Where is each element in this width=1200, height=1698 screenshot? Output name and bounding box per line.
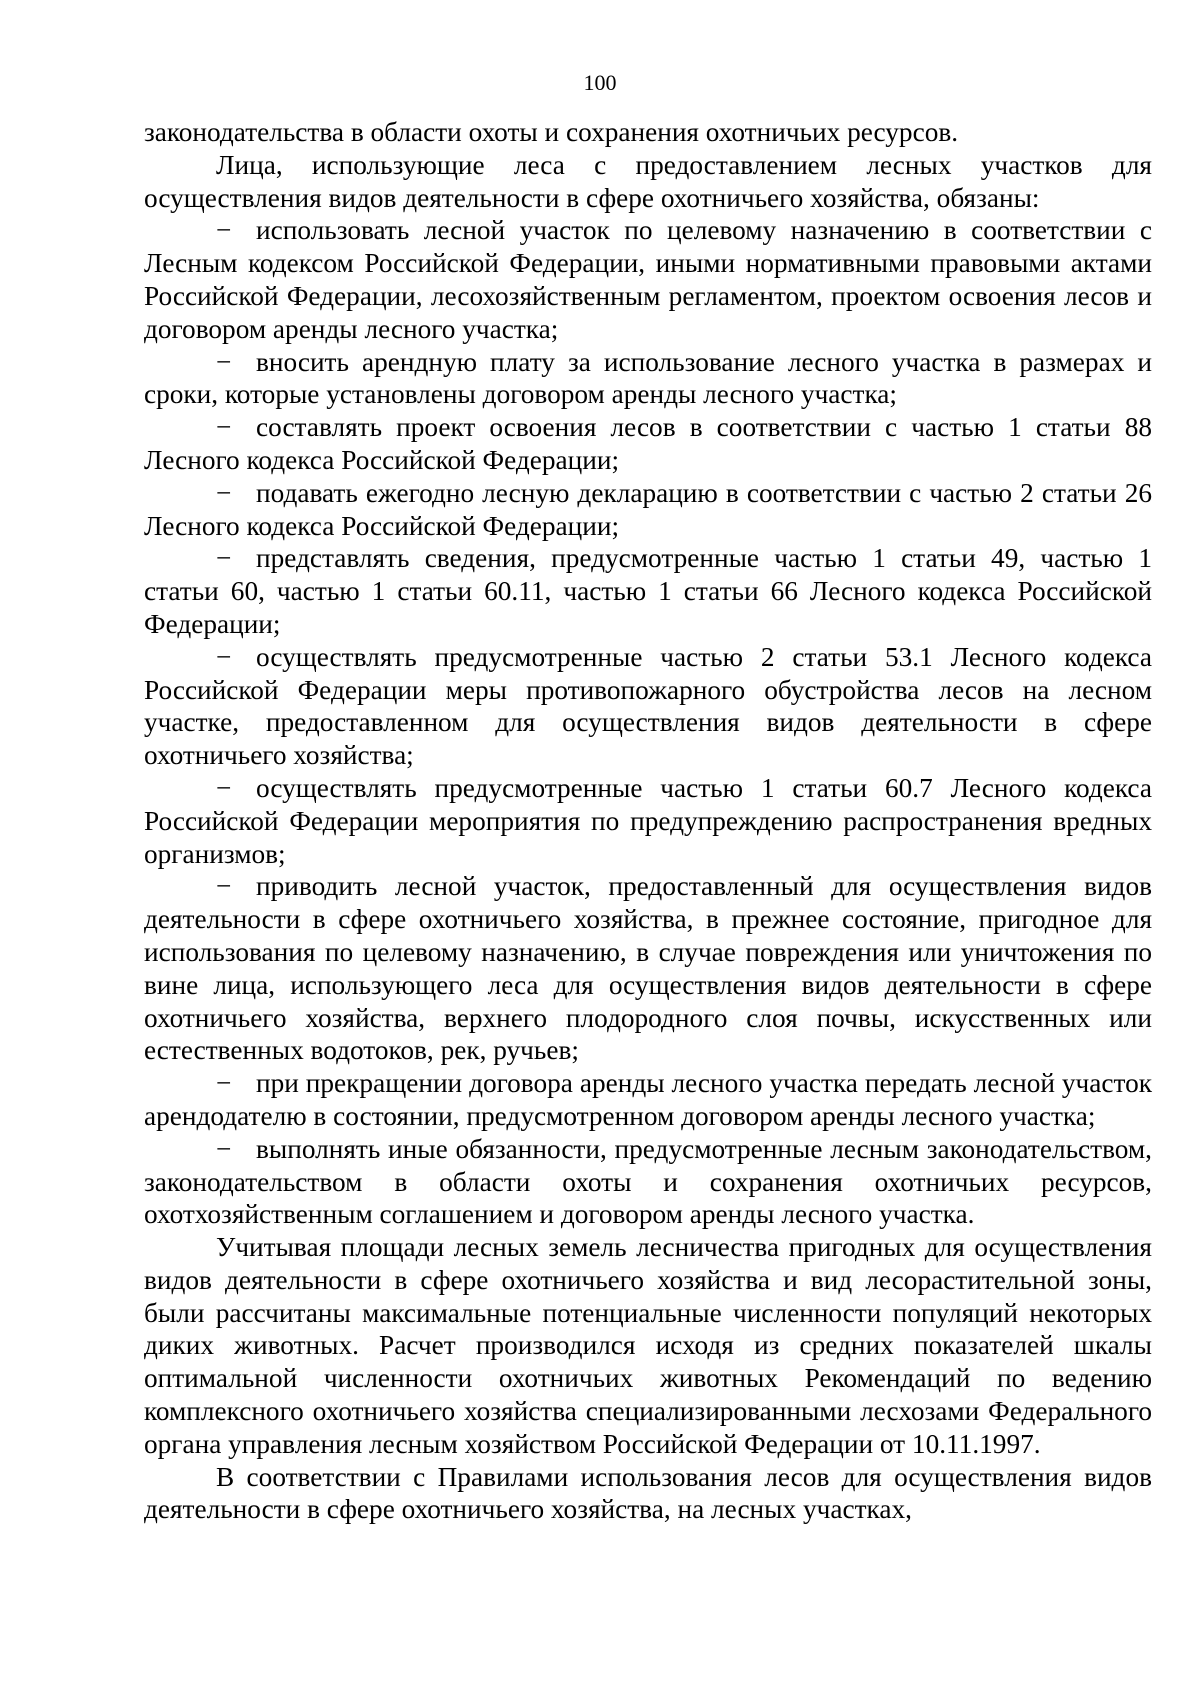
dash-marker: − bbox=[216, 772, 232, 803]
dash-marker: − bbox=[216, 1133, 232, 1164]
dash-marker: − bbox=[216, 1068, 232, 1099]
list-item bbox=[144, 641, 1152, 772]
page-number: 100 bbox=[583, 70, 617, 95]
dash-marker: − bbox=[216, 477, 232, 508]
list-item bbox=[144, 1133, 1152, 1231]
dash-marker: − bbox=[216, 871, 232, 902]
list-item bbox=[144, 772, 1152, 870]
list-item bbox=[144, 542, 1152, 640]
dash-marker: − bbox=[216, 215, 232, 246]
paragraph-intro: Лица, использующие леса с предоставлением лесных участков для осуществления видов деятельности в сфере охотничьего хозяйства, обязаны: bbox=[144, 149, 1152, 213]
list-item bbox=[144, 214, 1152, 345]
list-item bbox=[144, 1067, 1152, 1133]
list-item-text: использовать лесной участок по целевому назначению в соответствии с Лесным кодексом Российской Федерации, иными нормативными правовыми актами Российской Федерации, лесохозяйственным регламентом, проектом освоения лесов и договором аренды лесного участка; bbox=[144, 215, 1152, 344]
paragraph-calculation: Учитывая площади лесных земель лесничества пригодных для осуществления видов деятельности в сфере охотничьего хозяйства и вид лесорастительной зоны, были рассчитаны максимальные потенциальные численности популяций некоторых диких животных. Расчет производился исходя из средних показателей шкалы оптимальной численности охотничьих животных Рекомендаций по ведению комплексного охотничьего хозяйства специализированными лесхозами Федерального органа управления лесным хозяйством Российской Федерации от 10.11.1997. bbox=[144, 1232, 1152, 1459]
list-item bbox=[144, 477, 1152, 543]
dash-marker: − bbox=[216, 412, 232, 443]
list-item-text: приводить лесной участок, предоставленный для осуществления видов деятельности в сфере охотничьего хозяйства, в прежнее состояние, пригодное для использования по целевому назначению, в случае повреждения или уничтожения по вине лица, использующего леса для осуществления видов деятельности в сфере охотничьего хозяйства, верхнего плодородного слоя почвы, искусственных или естественных водотоков, рек, ручьев; bbox=[144, 871, 1152, 1066]
list-item-text: представлять сведения, предусмотренные частью 1 статьи 49, частью 1 статьи 60, частью 1 статьи 60.11, частью 1 статьи 66 Лесного кодекса Российской Федерации; bbox=[144, 543, 1152, 639]
paragraph-rules: В соответствии с Правилами использования лесов для осуществления видов деятельности в сфере охотничьего хозяйства, на лесных участках, bbox=[144, 1461, 1152, 1525]
list-item bbox=[144, 411, 1152, 477]
list-item-text: при прекращении договора аренды лесного участка передать лесной участок арендодателю в состоянии, предусмотренном договором аренды лесного участка; bbox=[144, 1068, 1152, 1131]
list-item-text: составлять проект освоения лесов в соответствии с частью 1 статьи 88 Лесного кодекса Российской Федерации; bbox=[144, 412, 1152, 475]
paragraph-continuation: законодательства в области охоты и сохранения охотничьих ресурсов. bbox=[144, 117, 959, 147]
list-item-text: подавать ежегодно лесную декларацию в соответствии с частью 2 статьи 26 Лесного кодекса Российской Федерации; bbox=[144, 477, 1152, 541]
document-body bbox=[144, 116, 1152, 1526]
list-item bbox=[144, 346, 1152, 412]
list-item-text: осуществлять предусмотренные частью 1 статьи 60.7 Лесного кодекса Российской Федерации мероприятия по предупреждению распространения вредных организмов; bbox=[144, 772, 1152, 869]
list-item-text: вносить арендную плату за использование лесного участка в размерах и сроки, которые установлены договором аренды лесного участка; bbox=[144, 346, 1152, 410]
list-item-text: выполнять иные обязанности, предусмотренные лесным законодательством, законодательством в области охоты и сохранения охотничьих ресурсов, охотхозяйственным соглашением и договором аренды лесного участка. bbox=[144, 1133, 1152, 1230]
dash-marker: − bbox=[216, 641, 232, 672]
obligations-list bbox=[144, 214, 1152, 1231]
list-item-text: осуществлять предусмотренные частью 2 статьи 53.1 Лесного кодекса Российской Федерации меры противопожарного обустройства лесов на лесном участке, предоставленном для осуществления видов деятельности в сфере охотничьего хозяйства; bbox=[144, 641, 1152, 771]
dash-marker: − bbox=[216, 346, 232, 377]
list-item bbox=[144, 870, 1152, 1067]
dash-marker: − bbox=[216, 543, 232, 574]
